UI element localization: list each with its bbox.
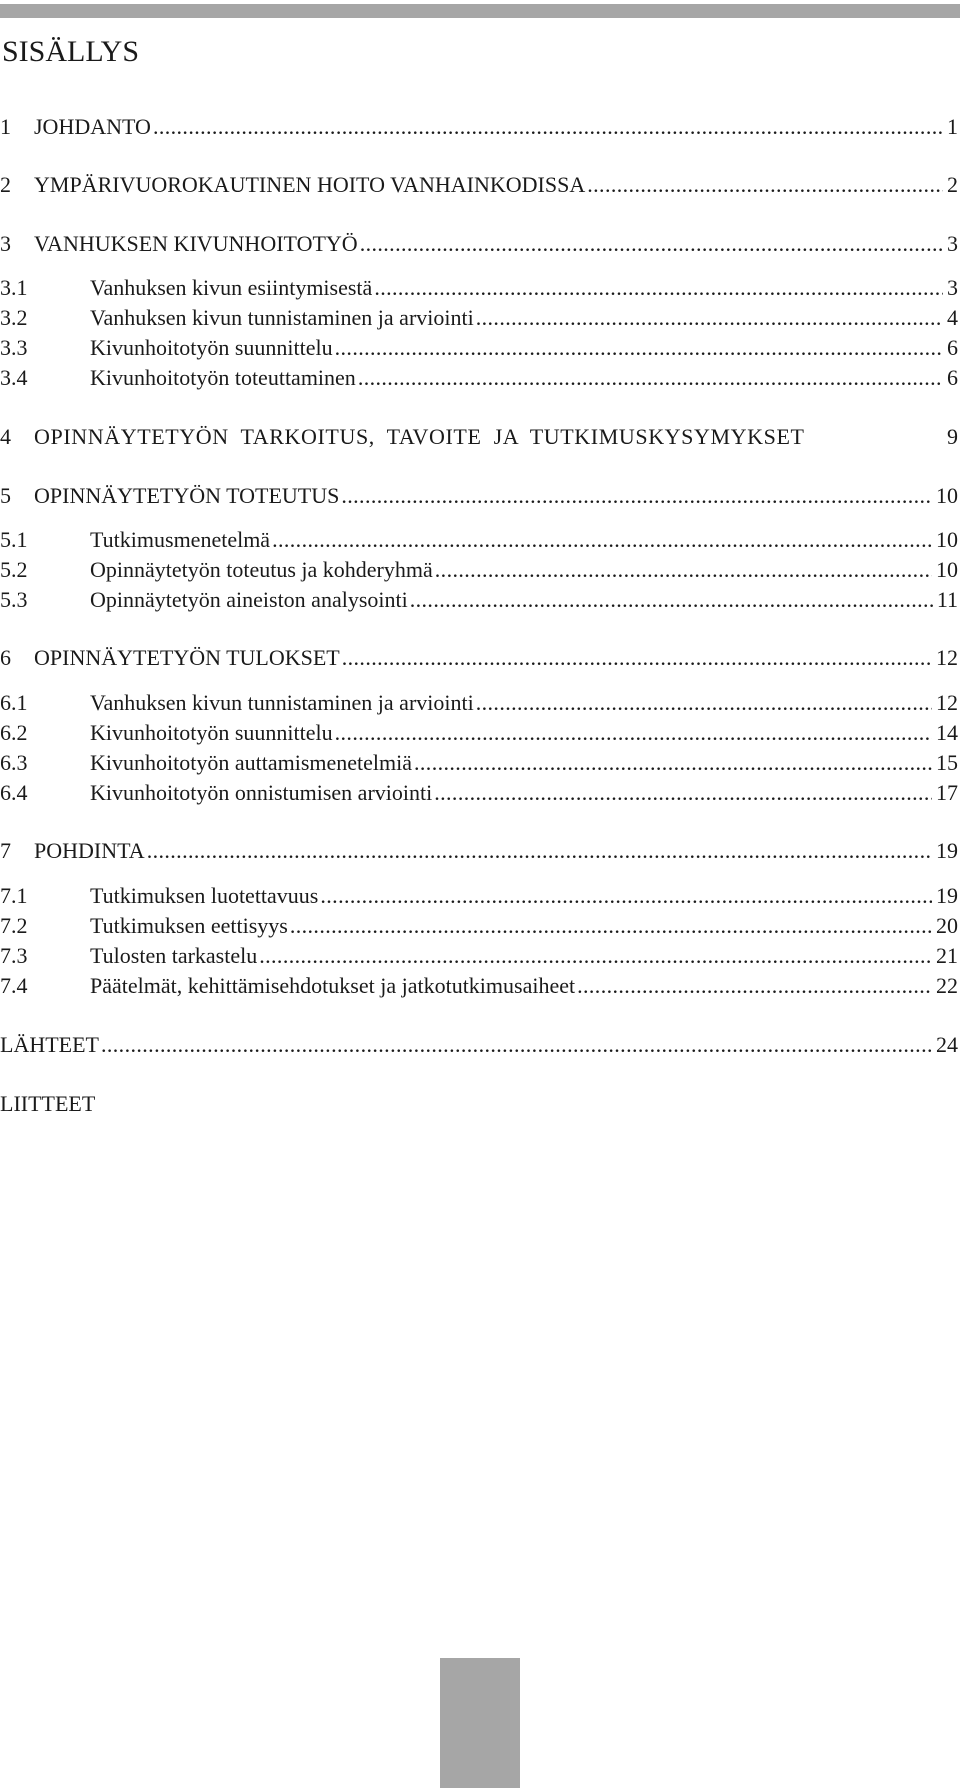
toc-entry-leader-dots	[434, 778, 932, 808]
toc-entry-number: 6.2	[0, 720, 28, 745]
toc-entry-page-number: 12	[936, 690, 958, 715]
toc-entry[interactable]	[0, 333, 958, 363]
toc-entry-leader-dots	[410, 585, 933, 615]
toc-entry[interactable]	[0, 718, 958, 748]
toc-entry-page-number: 21	[936, 943, 958, 968]
toc-entry-label: Tutkimuksen luotettavuus	[90, 883, 319, 908]
toc-entry-number: 3.4	[0, 365, 28, 390]
toc-entry-label: Vanhuksen kivun tunnistaminen ja arviointi	[90, 690, 474, 715]
toc-entry-leader-dots	[360, 229, 943, 259]
toc-entry-leader-dots	[476, 688, 932, 718]
toc-entry[interactable]	[0, 112, 958, 142]
toc-entry-label: Tutkimusmenetelmä	[90, 527, 271, 552]
toc-entry-leader-dots	[414, 748, 932, 778]
toc-entry-leader-dots	[374, 273, 943, 303]
toc-entry[interactable]	[0, 971, 958, 1001]
toc-entry-number: 6	[0, 645, 11, 670]
toc-entry-label: Tutkimuksen eettisyys	[90, 913, 288, 938]
toc-entry-label: Vanhuksen kivun esiintymisestä	[90, 275, 373, 300]
toc-entry-label: Kivunhoitotyön suunnittelu	[90, 720, 333, 745]
toc-entry[interactable]	[0, 1030, 958, 1060]
toc-entry-number: 7.4	[0, 973, 28, 998]
page-number-block	[440, 1658, 520, 1788]
toc-entry-page-number: 3	[947, 275, 958, 300]
toc-entry[interactable]	[0, 363, 958, 393]
toc-entry-number: 2	[0, 172, 11, 197]
toc-entry-label: JOHDANTO	[34, 114, 151, 139]
toc-entry[interactable]	[0, 229, 958, 259]
page-title: SISÄLLYS	[2, 35, 140, 68]
toc-entry-number: 7.1	[0, 883, 28, 908]
toc-entry-number: 7	[0, 838, 11, 863]
toc-entry[interactable]	[0, 836, 958, 866]
toc-entry-leader-dots	[587, 170, 943, 200]
toc-entry-page-number: 12	[936, 645, 958, 670]
toc-entry-number: 3.2	[0, 305, 28, 330]
toc-entry-label: VANHUKSEN KIVUNHOITOTYÖ	[34, 231, 358, 256]
toc-entry-leader-dots	[335, 718, 932, 748]
toc-entry-page-number: 10	[936, 527, 958, 552]
toc-entry-page-number: 19	[936, 883, 958, 908]
toc-entry[interactable]	[0, 303, 958, 333]
toc-entry[interactable]	[0, 585, 958, 615]
toc-entry[interactable]	[0, 911, 958, 941]
toc-entry[interactable]	[0, 643, 958, 673]
toc-entry-leader-dots	[153, 112, 943, 142]
toc-entry-leader-dots	[577, 971, 932, 1001]
toc-entry-label: Tulosten tarkastelu	[90, 943, 258, 968]
toc-entry-page-number: 20	[936, 913, 958, 938]
toc-entry-label: Kivunhoitotyön onnistumisen arviointi	[90, 780, 433, 805]
toc-entry-label: Opinnäytetyön toteutus ja kohderyhmä	[90, 557, 433, 582]
toc-entry-page-number: 17	[936, 780, 958, 805]
toc-entry-leader-dots	[259, 941, 932, 971]
toc-entry-label: YMPÄRIVUOROKAUTINEN HOITO VANHAINKODISSA	[34, 172, 586, 197]
toc-entry-page-number: 3	[947, 231, 958, 256]
toc-entry-number: 6.4	[0, 780, 28, 805]
toc-entry-label: OPINNÄYTETYÖN TULOKSET	[34, 645, 340, 670]
toc-entry-leader-dots	[435, 555, 932, 585]
toc-entry-leader-dots	[290, 911, 932, 941]
toc-entry-label: OPINNÄYTETYÖN TOTEUTUS	[34, 483, 340, 508]
toc-entry-page-number: 22	[936, 973, 958, 998]
toc-entry-number: 6.3	[0, 750, 28, 775]
toc-entry[interactable]	[0, 273, 958, 303]
toc-entry[interactable]	[0, 881, 958, 911]
toc-entry[interactable]	[0, 778, 958, 808]
toc-entry-page-number: 24	[936, 1032, 958, 1057]
toc-entry-label: Vanhuksen kivun tunnistaminen ja arviointi	[90, 305, 474, 330]
toc-entry-page-number: 14	[936, 720, 958, 745]
toc-entry-page-number: 4	[947, 305, 958, 330]
toc-entry-page-number: 9	[947, 424, 958, 449]
toc-entry-number: 1	[0, 114, 11, 139]
toc-entry[interactable]	[0, 1089, 958, 1119]
header-bar	[0, 4, 960, 18]
toc-entry-number: 7.3	[0, 943, 28, 968]
toc-entry-page-number: 10	[936, 483, 958, 508]
toc-entry-number: 5.3	[0, 587, 28, 612]
toc-entry[interactable]	[0, 422, 958, 452]
toc-entry-leader-dots	[476, 303, 943, 333]
toc-entry-page-number: 11	[936, 587, 958, 612]
toc-entry[interactable]	[0, 481, 958, 511]
toc-entry-number: 4	[0, 424, 11, 449]
toc-entry-leader-dots	[342, 643, 932, 673]
toc-entry-label: Opinnäytetyön aineiston analysointi	[90, 587, 408, 612]
toc-entry-leader-dots	[272, 525, 932, 555]
toc-entry-leader-dots	[320, 881, 932, 911]
toc-entry-page-number: 6	[947, 335, 958, 360]
toc-entry-page-number: 1	[947, 114, 958, 139]
toc-entry-leader-dots	[147, 836, 932, 866]
toc-entry-leader-dots	[341, 481, 932, 511]
toc-entry-label: Kivunhoitotyön auttamismenetelmiä	[90, 750, 412, 775]
toc-entry-page-number: 6	[947, 365, 958, 390]
toc-entry-number: 6.1	[0, 690, 28, 715]
toc-entry-label: POHDINTA	[34, 838, 145, 863]
toc-entry-number: 7.2	[0, 913, 28, 938]
toc-entry-leader-dots	[101, 1030, 932, 1060]
toc-entry-number: 3.3	[0, 335, 28, 360]
toc-entry-page-number: 10	[936, 557, 958, 582]
toc-entry-label: Kivunhoitotyön suunnittelu	[90, 335, 333, 360]
toc-entry-page-number: 19	[936, 838, 958, 863]
toc-entry-number: 3.1	[0, 275, 28, 300]
toc-entry-label: LIITTEET	[0, 1091, 96, 1116]
toc-entry[interactable]	[0, 688, 958, 718]
toc-entry-label: OPINNÄYTETYÖN TARKOITUS, TAVOITE JA TUTKIMUSKYSYMYKSET	[34, 424, 805, 449]
toc-entry-label: Päätelmät, kehittämisehdotukset ja jatkotutkimusaiheet	[90, 973, 576, 998]
toc-entry[interactable]	[0, 748, 958, 778]
toc-entry-number: 3	[0, 231, 11, 256]
toc-entry-number: 5	[0, 483, 11, 508]
toc-entry-leader-dots	[335, 333, 943, 363]
toc-entry[interactable]	[0, 941, 958, 971]
toc-entry-label: LÄHTEET	[0, 1032, 99, 1057]
toc-entry-label: Kivunhoitotyön toteuttaminen	[90, 365, 356, 390]
toc-entry-page-number: 15	[936, 750, 958, 775]
toc-entry[interactable]	[0, 555, 958, 585]
toc-entry-number: 5.1	[0, 527, 28, 552]
toc-entry-leader-dots	[358, 363, 943, 393]
toc-entry-number: 5.2	[0, 557, 28, 582]
toc-entry[interactable]	[0, 170, 958, 200]
toc-entry-page-number: 2	[947, 172, 958, 197]
toc-entry[interactable]	[0, 525, 958, 555]
